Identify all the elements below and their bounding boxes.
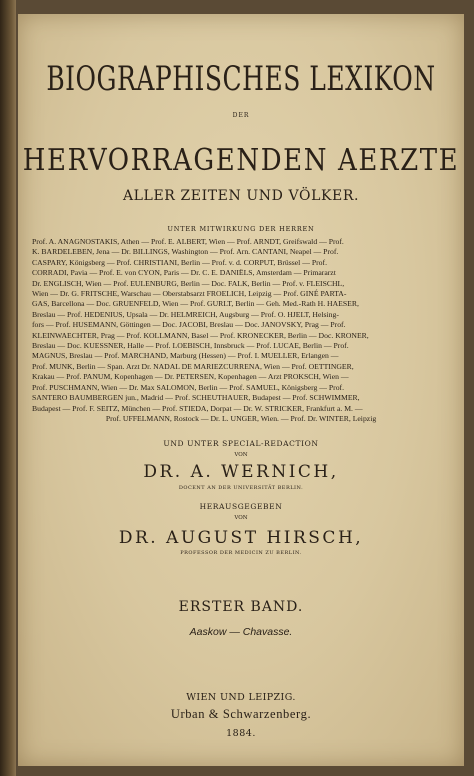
contributor-line: GAS, Barcellona — Doc. GRUENFELD, Wien — Prof. GURLT, Berlin — Geh. Med.-Rath H. HAESER, [32,299,359,309]
contributor-line: CASPARY, Königsberg — Prof. CHRISTIANI, Berlin — Prof. v. d. CORPUT, Brüssel — Prof. [32,257,327,267]
title-page [18,14,464,766]
contributor-line: K. BARDELEBEN, Jena — Dr. BILLINGS, Washington — Prof. Arn. CANTANI, Neapel — Prof. [32,247,339,257]
contributor-line: Breslau — Doc. KUESSNER, Halle — Prof. LOEBISCH, Innsbruck — Prof. LUCAE, Berlin — Prof. [32,341,349,351]
book-gutter [0,0,16,776]
editor-wernich: DR. A. WERNICH, [143,462,339,482]
contributor-line: Prof. PUSCHMANN, Wien — Dr. Max SALOMON, Berlin — Prof. SAMUEL, Königsberg — Prof. [32,382,345,392]
book-subtitle: HERVORRAGENDEN AERZTE [22,143,460,179]
contributor-line: Prof. UFFELMANN, Rostock — Dr. L. UNGER, Wien. — Prof. Dr. WINTER, Leipzig [105,413,377,423]
contributor-line: Wien — Dr. G. FRITSCHE, Warschau — Oberstabsarzt FROELICH, Leipzig — Prof. GINÉ PARTA- [32,289,347,299]
contributor-line: Budapest — Prof. F. SEITZ, München — Prof. STIEDA, Dorpat — Dr. W. STRICKER, Frankfurt a. M. — [32,403,363,413]
editor-hirsch: DR. AUGUST HIRSCH, [118,528,364,548]
publisher-name: Urban & Schwarzenberg. [170,707,312,721]
volume-range: Aaskow — Chavasse. [189,626,293,638]
editor-wernich-title: DOCENT AN DER UNIVERSITÄT BERLIN. [178,485,304,491]
contributor-line: KLEINWAECHTER, Prag — Prof. KOLLMANN, Basel — Prof. KRONECKER, Berlin — Doc. KRONER, [32,330,369,340]
contributor-line: fors — Prof. HUSEMANN, Göttingen — Doc. JACOBI, Breslau — Doc. JANOVSKY, Prag — Prof. [32,320,346,330]
herausgegeben-heading: HERAUSGEGEBEN [199,502,283,511]
contributor-line: Prof. MUNK, Berlin — Span. Arzt Dr. NADAL DE MARIEZCURRENA, Wien — Prof. OETTINGER, [32,361,354,371]
title-connector: DER [232,112,250,119]
contributor-line: Prof. A. ANAGNOSTAKIS, Athen — Prof. E. ALBERT, Wien — Prof. ARNDT, Greifswald — Prof. [32,237,344,246]
contributor-line: Breslau — Prof. HEDENIUS, Upsala — Dr. HELMREICH, Augsburg — Prof. O. HJELT, Helsing- [32,309,339,319]
contributor-line: SANTERO BAUMBERGEN jun., Madrid — Prof. SCHEUTHAUER, Budapest — Prof. SCHWIMMER, [32,393,360,403]
book-title: BIOGRAPHISCHES LEXIKON [46,58,436,99]
von-connector: VON [234,515,248,521]
von-connector: VON [234,452,248,458]
contributor-line: MAGNUS, Breslau — Prof. MARCHAND, Marburg (Hessen) — Prof. I. MUELLER, Erlangen — [32,351,339,361]
publication-city: WIEN UND LEIPZIG. [186,692,296,703]
contributor-line: Krakau — Prof. PANUM, Kopenhagen — Dr. PETERSEN, Kopenhagen — Arzt PROKSCH, Wien — [32,372,349,382]
contributor-line: CORRADI, Pavia — Prof. E. von CYON, Paris — Dr. C. E. DANIËLS, Amsterdam — Primararzt [32,268,336,278]
volume-label: ERSTER BAND. [178,599,304,615]
contributor-line: Dr. ENGLISCH, Wien — Prof. EULENBURG, Berlin — Doc. FALK, Berlin — Prof. v. FLEISCHL, [32,278,345,288]
contributors-heading: UNTER MITWIRKUNG DER HERREN [167,225,315,233]
editor-hirsch-title: PROFESSOR DER MEDICIN ZU BERLIN. [180,550,302,556]
book-subtitle-2: ALLER ZEITEN UND VÖLKER. [122,188,360,204]
special-redaction-heading: UND UNTER SPECIAL-REDACTION [163,439,319,448]
publication-year: 1884. [226,728,256,739]
contributors-list [32,237,450,424]
